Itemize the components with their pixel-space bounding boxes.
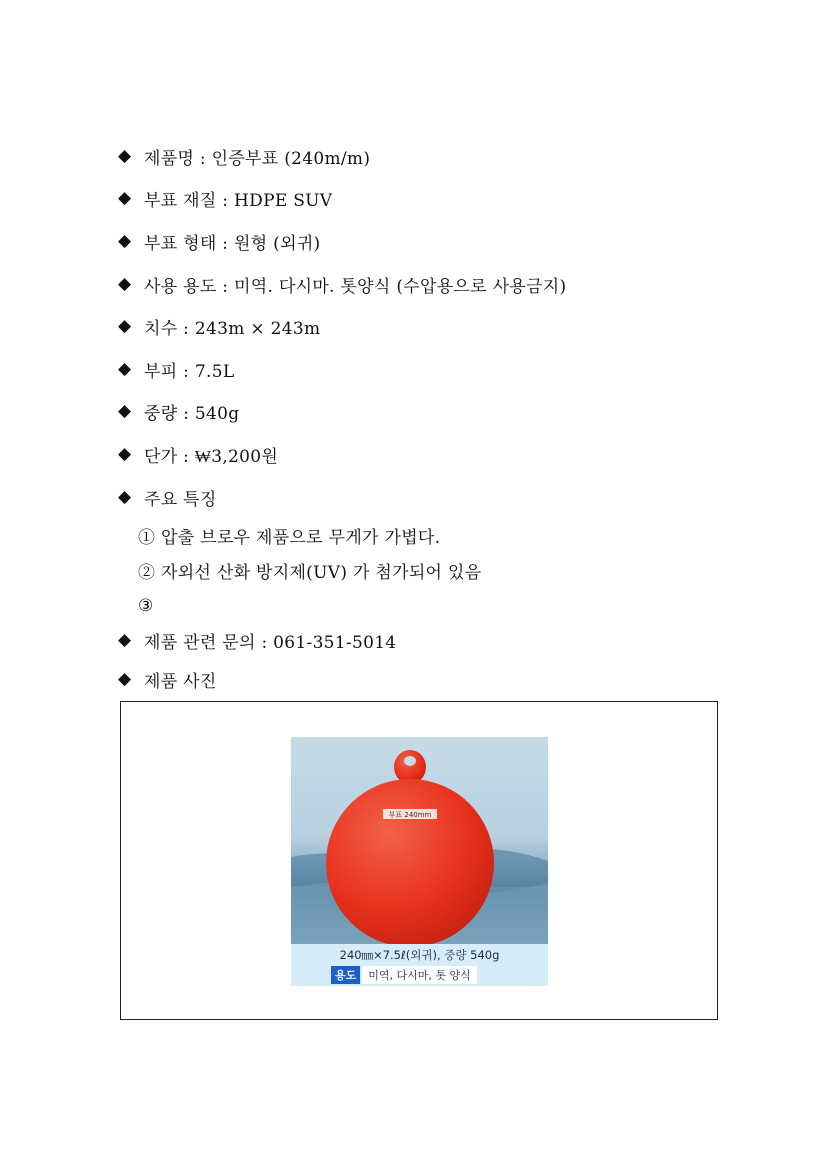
diamond-bullet-icon: ◆	[118, 443, 132, 464]
usage-badge: 용도	[331, 966, 360, 984]
photo-heading: ◆ 제품 사진	[118, 669, 217, 693]
diamond-bullet-icon: ◆	[118, 358, 132, 379]
diamond-bullet-icon: ◆	[118, 486, 132, 507]
spec-price: ◆ 단가 : ₩3,200원	[118, 443, 279, 467]
spec-material: ◆ 부표 재질 : HDPE SUV	[118, 188, 333, 212]
diamond-bullet-icon: ◆	[118, 316, 132, 337]
photo-frame	[120, 701, 718, 1020]
spec-volume: ◆ 부피 : 7.5L	[118, 358, 235, 382]
feature-item: ② 자외선 산화 방지제(UV) 가 첨가되어 있음	[138, 563, 482, 584]
buoy-label-text: 부표 240mm	[388, 811, 432, 819]
caption-usage	[331, 966, 477, 984]
caption-spec: 240㎜×7.5ℓ(외귀), 중량 540g	[339, 948, 500, 962]
diamond-bullet-icon: ◆	[118, 669, 132, 690]
diamond-bullet-icon: ◆	[118, 188, 132, 209]
spec-features-heading: ◆ 주요 특징	[118, 486, 217, 510]
spec-inquiry: ◆ 제품 관련 문의 : 061-351-5014	[118, 630, 397, 654]
spec-list	[118, 135, 758, 701]
feature-item: ① 압출 브로우 제품으로 무게가 가볍다.	[138, 528, 441, 549]
spec-dimensions: ◆ 치수 : 243m × 243m	[118, 316, 321, 340]
spec-shape: ◆ 부표 형태 : 원형 (외귀)	[118, 230, 321, 254]
buoy-body	[326, 779, 494, 947]
spec-weight: ◆ 중량 : 540g	[118, 401, 240, 425]
usage-text: 미역, 다시마, 톳 양식	[362, 966, 477, 984]
diamond-bullet-icon: ◆	[118, 273, 132, 294]
spec-product-name: ◆ 제품명 : 인증부표 (240m/m)	[118, 145, 371, 169]
buoy-eyelet	[394, 750, 426, 784]
diamond-bullet-icon: ◆	[118, 401, 132, 422]
spec-usage: ◆ 사용 용도 : 미역. 다시마. 톳양식 (수압용으로 사용금지)	[118, 273, 567, 297]
diamond-bullet-icon: ◆	[118, 230, 132, 251]
feature-item: ③	[138, 595, 154, 616]
buoy-photo	[291, 737, 548, 986]
diamond-bullet-icon: ◆	[118, 630, 132, 651]
photo-caption	[291, 944, 548, 986]
diamond-bullet-icon: ◆	[118, 145, 132, 166]
